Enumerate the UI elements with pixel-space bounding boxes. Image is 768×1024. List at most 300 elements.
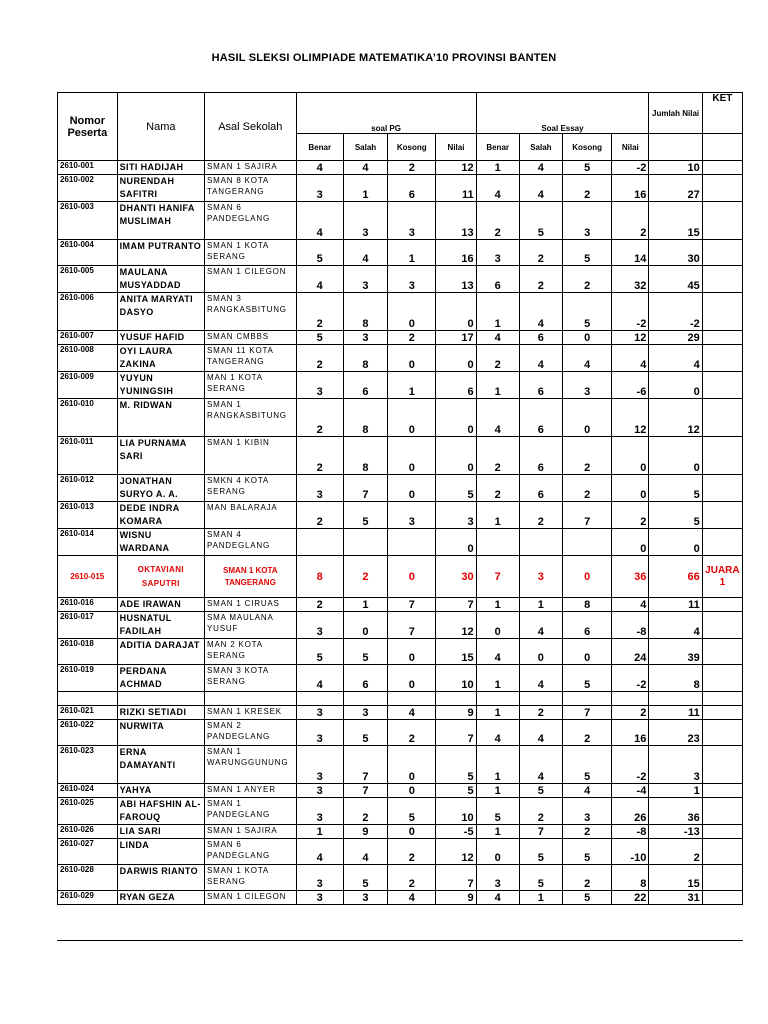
table-row [58, 161, 743, 175]
cell-score: 4 [519, 293, 562, 331]
cell-score: 6 [436, 372, 476, 399]
cell-score: -2 [612, 665, 649, 692]
cell-nomor: 2610-001 [58, 161, 118, 175]
cell-asal: SMAN 1 KOTA SERANG [205, 865, 297, 891]
cell-nomor: 2610-006 [58, 293, 118, 331]
cell-nomor: 2610-017 [58, 612, 118, 639]
cell-nama: ERNA DAMAYANTI [117, 746, 204, 784]
cell-score: 4 [388, 891, 436, 905]
cell-score: 0 [388, 746, 436, 784]
cell-nomor: 2610-004 [58, 240, 118, 266]
cell-ket [702, 720, 742, 746]
cell-score: 1 [343, 175, 387, 202]
cell-score: 2 [296, 345, 343, 372]
cell-score: 1 [476, 372, 519, 399]
cell-score: 2 [388, 161, 436, 175]
cell-score: 5 [562, 665, 611, 692]
cell-ket [702, 891, 742, 905]
cell-nama: DARWIS RIANTO [117, 865, 204, 891]
cell-score: 4 [343, 839, 387, 865]
cell-score: 2 [296, 598, 343, 612]
cell-jumlah: 45 [649, 266, 702, 293]
cell-nomor: 2610-026 [58, 825, 118, 839]
cell-score: 0 [388, 665, 436, 692]
cell-asal: SMAN 3 RANGKASBITUNG [205, 293, 297, 331]
cell-score: 0 [476, 839, 519, 865]
table-row [58, 345, 743, 372]
cell-jumlah: 0 [649, 529, 702, 556]
cell-jumlah: 11 [649, 598, 702, 612]
cell-score: 3 [519, 556, 562, 598]
cell-asal: SMAN 8 KOTA TANGERANG [205, 175, 297, 202]
table-row [58, 706, 743, 720]
cell-score: 0 [562, 639, 611, 665]
table-row [58, 891, 743, 905]
cell-nomor: 2610-012 [58, 475, 118, 502]
cell-score: 10 [436, 665, 476, 692]
cell-score: 12 [612, 331, 649, 345]
cell-asal: SMAN 1 SAJIRA [205, 825, 297, 839]
cell-score: 0 [436, 293, 476, 331]
cell-score: 9 [436, 891, 476, 905]
cell-score: 5 [562, 891, 611, 905]
cell-nomor: 2610-027 [58, 839, 118, 865]
table-row [58, 865, 743, 891]
cell-score [612, 692, 649, 706]
cell-ket [702, 598, 742, 612]
cell-asal: SMKN 4 KOTA SERANG [205, 475, 297, 502]
cell-score: 3 [388, 266, 436, 293]
cell-score: 8 [343, 399, 387, 437]
cell-score: 4 [476, 399, 519, 437]
cell-asal [205, 692, 297, 706]
cell-ket [702, 746, 742, 784]
header-jumlah: Jumlah Nilai [649, 93, 702, 134]
cell-score: 4 [388, 706, 436, 720]
cell-score: 7 [436, 865, 476, 891]
header-nomor: Nomor Peserta [58, 93, 118, 161]
cell-score: 2 [343, 798, 387, 825]
cell-score: 2 [476, 475, 519, 502]
cell-score: 5 [296, 240, 343, 266]
cell-score [388, 692, 436, 706]
cell-score: 2 [612, 706, 649, 720]
cell-score: 1 [343, 598, 387, 612]
cell-score: 0 [612, 437, 649, 475]
cell-nomor: 2610-007 [58, 331, 118, 345]
table-row [58, 692, 743, 706]
header-soal-essay: Soal Essay [476, 93, 649, 134]
table-row [58, 746, 743, 784]
cell-ket [702, 784, 742, 798]
cell-score: 4 [476, 639, 519, 665]
cell-score: 4 [519, 161, 562, 175]
cell-ket [702, 475, 742, 502]
cell-nomor: 2610-015 [58, 556, 118, 598]
cell-score: 5 [562, 161, 611, 175]
cell-score: 0 [562, 331, 611, 345]
cell-nomor: 2610-021 [58, 706, 118, 720]
cell-score: 26 [612, 798, 649, 825]
cell-nomor: 2610-005 [58, 266, 118, 293]
cell-score: 6 [562, 612, 611, 639]
cell-score: 1 [296, 825, 343, 839]
cell-score: 7 [388, 612, 436, 639]
cell-score: 8 [343, 437, 387, 475]
cell-score: 0 [388, 784, 436, 798]
cell-score: 3 [296, 612, 343, 639]
cell-score [436, 692, 476, 706]
cell-score [519, 529, 562, 556]
cell-score: 0 [519, 639, 562, 665]
cell-asal: MAN BALARAJA [205, 502, 297, 529]
cell-nama: IMAM PUTRANTO [117, 240, 204, 266]
cell-ket: JUARA 1 [702, 556, 742, 598]
cell-score: 5 [296, 639, 343, 665]
cell-score: 0 [436, 529, 476, 556]
cell-score: 2 [343, 556, 387, 598]
cell-asal: SMAN 1 WARUNGGUNUNG [205, 746, 297, 784]
table-row [58, 437, 743, 475]
table-row [58, 372, 743, 399]
cell-nama: LINDA [117, 839, 204, 865]
cell-jumlah: 31 [649, 891, 702, 905]
cell-nomor: 2610-002 [58, 175, 118, 202]
cell-score: 2 [562, 437, 611, 475]
cell-score: 5 [519, 865, 562, 891]
cell-score: 8 [612, 865, 649, 891]
cell-ket [702, 825, 742, 839]
cell-ket [702, 399, 742, 437]
cell-score: 4 [612, 598, 649, 612]
cell-jumlah: 1 [649, 784, 702, 798]
cell-nomor: 2610-024 [58, 784, 118, 798]
header-sub-empty [702, 134, 742, 161]
cell-jumlah: 30 [649, 240, 702, 266]
cell-score: 4 [296, 839, 343, 865]
cell-score: 5 [436, 784, 476, 798]
cell-score: 2 [476, 202, 519, 240]
header-sub: Benar [296, 134, 343, 161]
table-row [58, 612, 743, 639]
cell-score: 4 [519, 175, 562, 202]
cell-score: 8 [296, 556, 343, 598]
cell-nama: OYI LAURA ZAKINA [117, 345, 204, 372]
cell-score: 14 [612, 240, 649, 266]
cell-score: 3 [388, 502, 436, 529]
cell-score: 3 [296, 746, 343, 784]
cell-ket [702, 175, 742, 202]
header-sub: Kosong [388, 134, 436, 161]
cell-score: 13 [436, 266, 476, 293]
cell-nama [117, 692, 204, 706]
cell-nama: ADITIA DARAJAT [117, 639, 204, 665]
cell-score: 0 [612, 475, 649, 502]
cell-score: 24 [612, 639, 649, 665]
cell-score: 4 [476, 891, 519, 905]
cell-score: 5 [519, 839, 562, 865]
cell-score: 7 [519, 825, 562, 839]
cell-score: 5 [562, 839, 611, 865]
cell-score: 30 [436, 556, 476, 598]
cell-asal: SMAN 3 KOTA SERANG [205, 665, 297, 692]
header-soal-pg: soal PG [296, 93, 476, 134]
table-row [58, 240, 743, 266]
cell-score: 1 [476, 784, 519, 798]
cell-score: 2 [519, 240, 562, 266]
cell-score: 3 [343, 331, 387, 345]
cell-nomor: 2610-023 [58, 746, 118, 784]
cell-nomor: 2610-025 [58, 798, 118, 825]
cell-ket [702, 293, 742, 331]
table-row [58, 784, 743, 798]
cell-score [562, 692, 611, 706]
table-row [58, 720, 743, 746]
cell-ket [702, 529, 742, 556]
cell-nomor: 2610-008 [58, 345, 118, 372]
cell-score: 7 [343, 784, 387, 798]
cell-asal: SMAN 1 KOTA TANGERANG [205, 556, 297, 598]
table-row [58, 639, 743, 665]
cell-score: 3 [562, 202, 611, 240]
cell-ket [702, 331, 742, 345]
cell-score: 3 [296, 175, 343, 202]
cell-score: 1 [476, 825, 519, 839]
cell-nomor [58, 692, 118, 706]
cell-asal: SMAN 1 KIBIN [205, 437, 297, 475]
cell-score: -4 [612, 784, 649, 798]
cell-nama: ABI HAFSHIN AL-FAROUQ [117, 798, 204, 825]
cell-score: 6 [519, 399, 562, 437]
cell-score: 7 [476, 556, 519, 598]
cell-ket [702, 706, 742, 720]
table-row [58, 502, 743, 529]
cell-jumlah: 2 [649, 839, 702, 865]
cell-score: 2 [562, 475, 611, 502]
cell-score: 4 [296, 665, 343, 692]
cell-score: 4 [476, 175, 519, 202]
cell-nomor: 2610-018 [58, 639, 118, 665]
cell-score: 32 [612, 266, 649, 293]
cell-score: 1 [476, 293, 519, 331]
cell-score: 0 [436, 345, 476, 372]
cell-nama: NURENDAH SAFITRI [117, 175, 204, 202]
header-sub: Nilai [612, 134, 649, 161]
cell-score: 3 [562, 798, 611, 825]
cell-score: 3 [476, 240, 519, 266]
cell-score: 1 [519, 891, 562, 905]
cell-score: 0 [436, 437, 476, 475]
cell-nama: LIA SARI [117, 825, 204, 839]
cell-score: 3 [296, 706, 343, 720]
cell-score: 0 [388, 639, 436, 665]
cell-ket [702, 865, 742, 891]
cell-score: 0 [436, 399, 476, 437]
cell-score: 6 [343, 372, 387, 399]
cell-jumlah: 3 [649, 746, 702, 784]
cell-score: 4 [476, 720, 519, 746]
cell-score: 4 [296, 266, 343, 293]
cell-nama: MAULANA MUSYADDAD [117, 266, 204, 293]
cell-score: 2 [296, 293, 343, 331]
cell-score [476, 692, 519, 706]
cell-nomor: 2610-013 [58, 502, 118, 529]
cell-score: 1 [476, 706, 519, 720]
header-sub: Benar [476, 134, 519, 161]
cell-score: 5 [388, 798, 436, 825]
table-row [58, 556, 743, 598]
cell-nama: JONATHAN SURYO A. A. [117, 475, 204, 502]
cell-jumlah: 5 [649, 475, 702, 502]
cell-score: 4 [343, 240, 387, 266]
cell-score: 22 [612, 891, 649, 905]
cell-nama: YAHYA [117, 784, 204, 798]
cell-nama: RYAN GEZA [117, 891, 204, 905]
cell-score: 2 [562, 266, 611, 293]
cell-score: 36 [612, 556, 649, 598]
cell-score: 0 [612, 529, 649, 556]
cell-score: 4 [343, 161, 387, 175]
table-row [58, 839, 743, 865]
cell-score: 2 [519, 798, 562, 825]
cell-score: 9 [436, 706, 476, 720]
cell-score: 2 [612, 202, 649, 240]
cell-score: 2 [388, 865, 436, 891]
cell-score: 4 [296, 202, 343, 240]
cell-nama: HUSNATUL FADILAH [117, 612, 204, 639]
cell-score: 3 [296, 891, 343, 905]
cell-nomor: 2610-009 [58, 372, 118, 399]
cell-score: 3 [343, 266, 387, 293]
cell-score: 2 [476, 345, 519, 372]
cell-score: 4 [519, 612, 562, 639]
cell-asal: SMAN 1 CILEGON [205, 891, 297, 905]
cell-nama: YUYUN YUNINGSIH [117, 372, 204, 399]
table-row [58, 202, 743, 240]
cell-score: 4 [562, 345, 611, 372]
cell-score: 5 [343, 639, 387, 665]
cell-score: 2 [388, 720, 436, 746]
cell-score: 2 [476, 437, 519, 475]
cell-score: 11 [436, 175, 476, 202]
table-row [58, 399, 743, 437]
cell-nomor: 2610-011 [58, 437, 118, 475]
cell-score: 8 [343, 293, 387, 331]
cell-nama: DHANTI HANIFA MUSLIMAH [117, 202, 204, 240]
table-row [58, 266, 743, 293]
cell-score: 5 [343, 502, 387, 529]
cell-score: 1 [388, 240, 436, 266]
cell-score: 6 [519, 331, 562, 345]
table-row [58, 529, 743, 556]
cell-score: 12 [436, 839, 476, 865]
cell-score: 4 [476, 331, 519, 345]
table-row [58, 665, 743, 692]
cell-jumlah: 39 [649, 639, 702, 665]
cell-score: -6 [612, 372, 649, 399]
cell-ket [702, 665, 742, 692]
cell-score: -10 [612, 839, 649, 865]
cell-score: 5 [562, 240, 611, 266]
cell-score: 3 [436, 502, 476, 529]
table-row [58, 598, 743, 612]
cell-jumlah: 10 [649, 161, 702, 175]
cell-score: -5 [436, 825, 476, 839]
cell-nama: DEDE INDRA KOMARA [117, 502, 204, 529]
cell-score: 4 [519, 746, 562, 784]
cell-nama: LIA PURNAMA SARI [117, 437, 204, 475]
cell-jumlah [649, 692, 702, 706]
cell-jumlah: 36 [649, 798, 702, 825]
cell-jumlah: 27 [649, 175, 702, 202]
results-body [58, 161, 743, 905]
cell-score: 2 [612, 502, 649, 529]
cell-score: 16 [612, 175, 649, 202]
header-asal: Asal Sekolah [205, 93, 297, 161]
cell-score: 1 [476, 598, 519, 612]
cell-score: 5 [519, 202, 562, 240]
cell-score: 3 [296, 784, 343, 798]
cell-score: 16 [436, 240, 476, 266]
cell-nama: PERDANA ACHMAD [117, 665, 204, 692]
cell-score: 8 [343, 345, 387, 372]
cell-score: 6 [519, 372, 562, 399]
cell-asal: SMAN 6 PANDEGLANG [205, 202, 297, 240]
cell-score: 12 [436, 612, 476, 639]
cell-score: 2 [388, 331, 436, 345]
table-row [58, 331, 743, 345]
cell-nomor: 2610-014 [58, 529, 118, 556]
cell-ket [702, 639, 742, 665]
cell-jumlah: 0 [649, 437, 702, 475]
cell-score: 2 [296, 502, 343, 529]
cell-score: 10 [436, 798, 476, 825]
cell-score [562, 529, 611, 556]
cell-score: 1 [476, 665, 519, 692]
cell-score: 3 [296, 475, 343, 502]
cell-score [343, 692, 387, 706]
cell-score [476, 529, 519, 556]
cell-ket [702, 612, 742, 639]
header-sub: Nilai [436, 134, 476, 161]
results-table [57, 92, 743, 905]
cell-score [296, 529, 343, 556]
cell-score: 7 [388, 598, 436, 612]
table-row [58, 175, 743, 202]
cell-score: 4 [519, 345, 562, 372]
table-row [58, 475, 743, 502]
cell-ket [702, 692, 742, 706]
cell-jumlah: 15 [649, 202, 702, 240]
cell-score: 0 [388, 293, 436, 331]
header-nama: Nama [117, 93, 204, 161]
cell-jumlah: 11 [649, 706, 702, 720]
cell-score: 0 [388, 399, 436, 437]
cell-score: 3 [343, 202, 387, 240]
cell-score: 6 [519, 437, 562, 475]
cell-score: 7 [562, 706, 611, 720]
cell-nomor: 2610-003 [58, 202, 118, 240]
cell-score: 2 [519, 706, 562, 720]
cell-score [343, 529, 387, 556]
cell-score: 6 [519, 475, 562, 502]
cell-score [519, 692, 562, 706]
cell-score: 0 [562, 399, 611, 437]
cell-score: 17 [436, 331, 476, 345]
cell-asal: SMAN 1 SAJIRA [205, 161, 297, 175]
cell-score: 3 [343, 706, 387, 720]
cell-nama: YUSUF HAFID [117, 331, 204, 345]
